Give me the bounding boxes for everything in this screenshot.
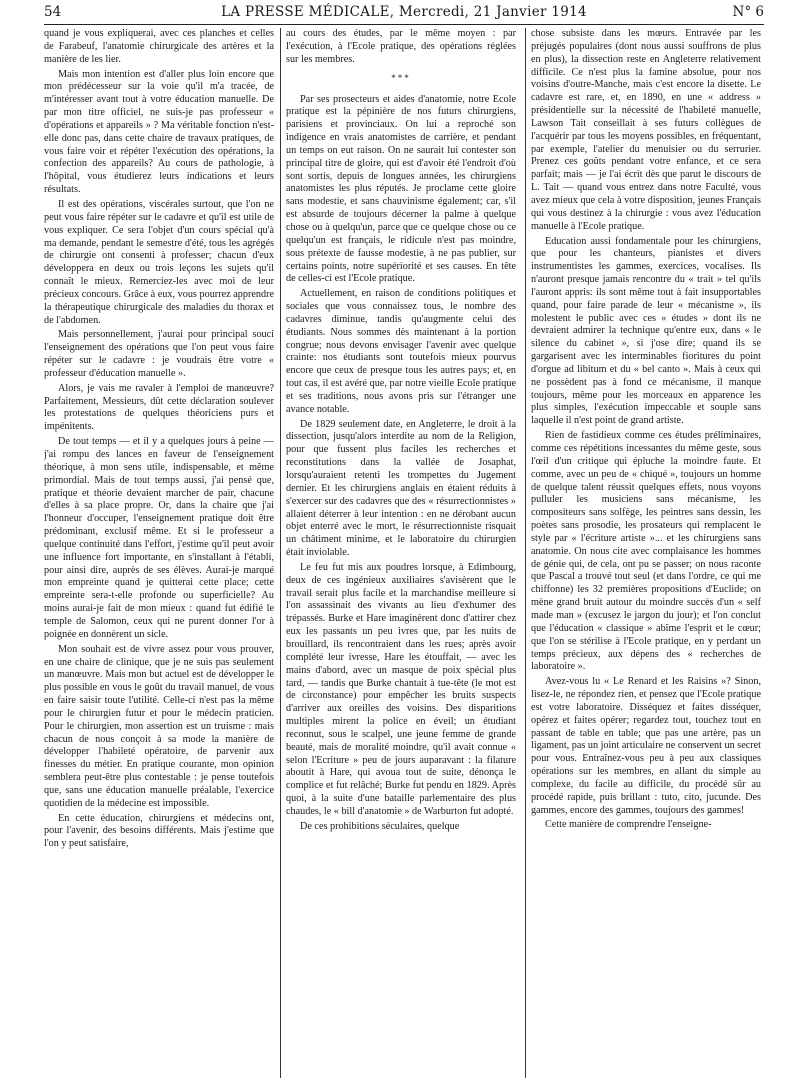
column-divider <box>525 28 526 1078</box>
paragraph: Mais personnellement, j'aurai pour principal souci l'enseignement des opérations que l'on peut vous faire répéter sur le cadavre : je voudrais être votre « professeur d'éducation manuelle ». <box>44 329 274 379</box>
paragraph: En cette éducation, chirurgiens et médecins ont, pour l'avenir, des besoins différents. Mais j'estime que l'on y peut satisfaire, <box>44 812 274 850</box>
paragraph: Mon souhait est de vivre assez pour vous prouver, en une chaire de clinique, que je ne suis pas seulement un manœuvre. Mais mon but actuel est de développer le plus possible en vous le goût du travail manuel, de vous en faire saisir toute l'utilité. Celle-ci n'est pas la même pour le chirurgien futur et pour le médecin praticien. Pour le chirurgien, mon assertion est un truisme : mais chacun de nous conçoit à sa mode la manière de développer l'habileté opératoire, de parvenir aux finesses du métier. En pratique courante, mon opinion semblera peut-être plus contestable : je pense toutefois que, sans une éducation manuelle préalable, l'exercice quotidien de la médecine est impossible. <box>44 643 274 809</box>
paragraph: De tout temps — et il y a quelques jours à peine — j'ai rompu des lances en faveur de l'enseignement théorique, à mon sens utile, indispensable, et même primordial. Mais de tout temps aussi, j'ai pensé que, pratique et théorie devaient marcher de pair, chacune d'elles à sa place propre. Or, dans la chaire que j'ai l'honneur d'occuper, l'enseignement pratique doit être prédominant, exclusif même. Et si le professeur a quelque continuité dans l'effort, j'estime qu'il peut avoir une influence fort importante, en s'installant à l'établi, pour ainsi dire, auprès de ses élèves. Aurai-je marqué mon empreinte quand je quitterai cette place; cette empreinte sera-t-elle profonde ou superficielle? Au moins aurai-je fait de mon mieux : quand fut édifié le temple de Salomon, ceux qui ne purent donner l'or à poignée en donnèrent un sicle. <box>44 436 274 640</box>
paragraph: Actuellement, en raison de conditions politiques et sociales que vous connaissez tous, le nombre des cadavres diminue, tandis qu'augmente celui des étudiants. Nous sommes dès maintenant à la portion congrue; nous devons envisager l'avenir avec quelque crainte: nos étudiants sont toutefois mieux pourvus encore que ceux de presque tous les autres pays; et, en tout cas, il est avéré que, par notre vieille Ecole pratique et ses traditions, nous avons pris sur l'étranger une avance notable. <box>286 288 516 415</box>
paragraph: Il est des opérations, viscérales surtout, que l'on ne peut vous faire répéter sur le cadavre et qu'il est utile de vous expliquer. Ce sera l'objet d'un cours spécial qu'à ma demande, pendant le semestre d'été, tous les agrégés de chirurgie ont consenti à professer; chacun d'eux développera en deux ou trois leçons les sujets qu'il connaît le mieux. Remerciez-les avec moi de leur précieux concours. Grâce à eux, vous pourrez apprendre la thérapeutique chirurgicale des maladies du thorax et de l'abdomen. <box>44 198 274 326</box>
header-rule <box>44 24 764 25</box>
paragraph: Le feu fut mis aux poudres lorsque, à Edimbourg, deux de ces ingénieux auxiliaires s'avisèrent que le travail serait plus facile et la marchandise meilleure si l'on assassinait des vivants au lieu d'exhumer des trépassés. Burke et Hare imaginèrent donc d'attirer chez eux les passants un peu ivres que, par les nuits de brouillard, ils rencontraient dans les rues; après avoir complété leur ivresse, Hare les étouffait, — avec les mains d'abord, avec un masque de poix spécial plus tard, — tandis que Burke chantait à tue-tête (le mot est de circonstance) pour empêcher les bruits suspects d'arriver aux oreilles des voisins. Des disparitions multiples mirent la police en éveil; un étudiant reconnut, sous le scalpel, une jeune femme de grande beauté, mais de moralité moindre, qu'il avait connue « selon l'Ecriture » peu de jours auparavant : la filature aboutit à Hare, qui avoua tout de suite, dénonça le complice et fut relâché; Burke fut pendu en 1829. Après quoi, à la suite d'une bataille parlementaire des plus chaudes, le « bill d'anatomie » de Warburton fut adopté. <box>286 561 516 817</box>
paragraph: Par ses prosecteurs et aides d'anatomie, notre Ecole pratique est la pépinière de nos futurs chirurgiens, parisiens et provinciaux. On lui a reproché son indigence en vrais anatomistes de carrière, et pendant un temps on eut raison. On ne saurait lui contester son principal titre de gloire, qui est d'avoir été l'endroit d'où sont sortis, depuis de longues années, les chirurgiens anatomistes les plus réputés. Je proclame cette gloire sans modestie, et sans chauvinisme également; car, s'il est absurde de toujours décerner la palme à quelque chose ou à quelqu'un, parce que ce quelque chose ou ce quelqu'un est français, le ridicule n'est pas moindre, sous prétexte de fausse modestie, à ne pas publier, sur certains points, notre supériorité et ses causes. En tête de celles-ci est l'Ecole pratique. <box>286 93 516 285</box>
paragraph: quand je vous expliquerai, avec ces planches et celles de Farabeuf, l'anatomie chirurgicale des artères et la manière de les lier. <box>44 28 274 65</box>
column-divider <box>280 28 281 1078</box>
page-number: 54 <box>44 4 62 20</box>
paragraph: chose subsiste dans les mœurs. Entravée par les préjugés populaires (dont nous aussi souffrons de plus en plus), la dissection reste en Angleterre relativement difficile. Ce n'est plus la famine absolue, pour nos voisins d'outre-Manche, mais c'est encore la disette. Le cadavre est rare, et, en 1890, en une « address » présidentielle sur la nécessité de l'habileté manuelle, Lawson Tait conseillait à ses futurs collègues de l'acquérir par tous les moyens possibles, en fréquentant, par exemple, l'atelier du menuisier ou du serrurier. Prenez ces goûts pendant votre enfance, et ce sera parfait; mais — je l'ai écrit dès que parut le discours de L. Tait — quand vous entrez dans notre Faculté, vous avez mieux que cela à votre disposition, jeunes Français qui vous destinez à la chirurgie : vous avez l'éducation manuelle à l'Ecole pratique. <box>531 28 761 232</box>
section-separator: *** <box>391 72 411 83</box>
column-1 <box>44 28 274 1078</box>
journal-title: LA PRESSE MÉDICALE, Mercredi, 21 Janvier 1914 <box>221 4 587 20</box>
page-header <box>44 2 764 24</box>
paragraph: De ces prohibitions séculaires, quelque <box>300 820 460 832</box>
paragraph: Education aussi fondamentale pour les chirurgiens, que pour les chanteurs, pianistes et divers instrumentistes les gammes, exercices, vocalises. Ils n'auront presque jamais rencontre du « trait » tel qu'ils l'auront appris: ils sont même tout à fait insupportables quand, pour faire parade de leur « mécanisme », ils molestent le public avec ces « études » dont ils ne devraient admirer la technique qu'entre eux, dans « le silence du cabinet », si j'ose dire; quand ils se gargarisent avec les interminables fioritures du point d'orgue ad libitum et du « bel canto ». Mais à ceux qui ne possèdent pas à fond ce mécanisme, il manque toujours, même pour les morceaux en apparence les plus simples, l'exécution impeccable et souple sans laquelle il n'est point de grand artiste. <box>531 235 761 427</box>
paragraph: au cours des études, par le même moyen : par l'exécution, à l'Ecole pratique, des opérations réglées sur les membres. <box>286 28 516 65</box>
column-2 <box>286 28 516 1078</box>
paragraph: Mais mon intention est d'aller plus loin encore que mon prédécesseur sur la voie qu'il m'a tracée, de m'intéresser avant tout à votre éducation manuelle. De par mon titre officiel, ne suis-je pas professeur « d'opérations et appareils » ? Ma véritable fonction n'est-elle donc pas, dans cette chaire de travaux pratiques, de vous faire voir et répéter l'exécution des opérations, la confection des appareils? Au cours de pathologie, à l'hôpital, vous étudierez leurs indications et leurs résultats. <box>44 68 274 196</box>
paragraph: Avez-vous lu « Le Renard et les Raisins »? Sinon, lisez-le, ne répondez rien, et pensez que l'Ecole pratique est votre laboratoire. Disséquez et faites disséquer, opérez et faites opérer; regardez tout, touchez tout en passant de table en table; que pas une artère, pas un ligament, pas un joint articulaire ne conservent un secret pour vous. Entraînez-vous peu à peu aux classiques opérations sur les membres, en allant du simple au complexe, du facile au difficile, du procédé sûr au procédé rapide, puis brillant : tuto, cito, jucunde. Des gammes, encore des gammes, toujours des gammes! <box>531 676 761 816</box>
paragraph: Rien de fastidieux comme ces études préliminaires, comme ces répétitions incessantes du même geste, sous l'œil d'un critique qui épluche la moindre faute. Et comme, avec un peu de « chiqué », toujours un homme de quelque talent réussit quelques effets, nous voyons pulluler les musiciens sans mécanisme, les compositeurs sans solfège, les peintres sans dessin, les poètes sans prosodie, les prosateurs qui remplacent le style par « l'écriture artiste »... et les chirurgiens sans anatomie. On nous cite avec complaisance les hommes de génie qui, de cela, ont pu se passer; on nous raconte que Pascal a trouvé tout seul (et dans l'ordre, ce qui me chiffonne) les 32 premières propositions d'Euclide; on mène grand bruit autour du moindre succès d'un « self made man » (excusez le jargon du jour); et l'on conclut que l'éducation « classique » abîme l'esprit et le cœur; que l'on se stérilise à l'Ecole pratique, en y perdant un temps précieux, aux dépens des « recherches de laboratoire ». <box>531 430 761 673</box>
paragraph: De 1829 seulement date, en Angleterre, le droit à la dissection, jusqu'alors interdite au nom de la Religion, pour que fussent plus faciles les recherches et reconstitutions dans la vallée de Josaphat, lorsqu'auraient retenti les trompettes du Jugement dernier. Et les chirurgiens anglais en étaient réduits à s'exercer sur des cadavres que des « résurrectionnistes » allaient déterrer à leur intention : en ne dérobant aucun objet enterré avec le mort, le résurrectionniste risquait un châtiment minime, et le laboratoire du chirurgien était inviolable. <box>286 418 516 559</box>
column-3 <box>531 28 761 1078</box>
issue-number: N° 6 <box>732 4 764 20</box>
paragraph: Alors, je vais me ravaler à l'emploi de manœuvre? Parfaitement, Messieurs, dût cette déclaration soulever les protestations de quelques théoriciens purs et impénitents. <box>44 382 274 433</box>
paragraph: Cette manière de comprendre l'enseigne- <box>545 819 712 831</box>
